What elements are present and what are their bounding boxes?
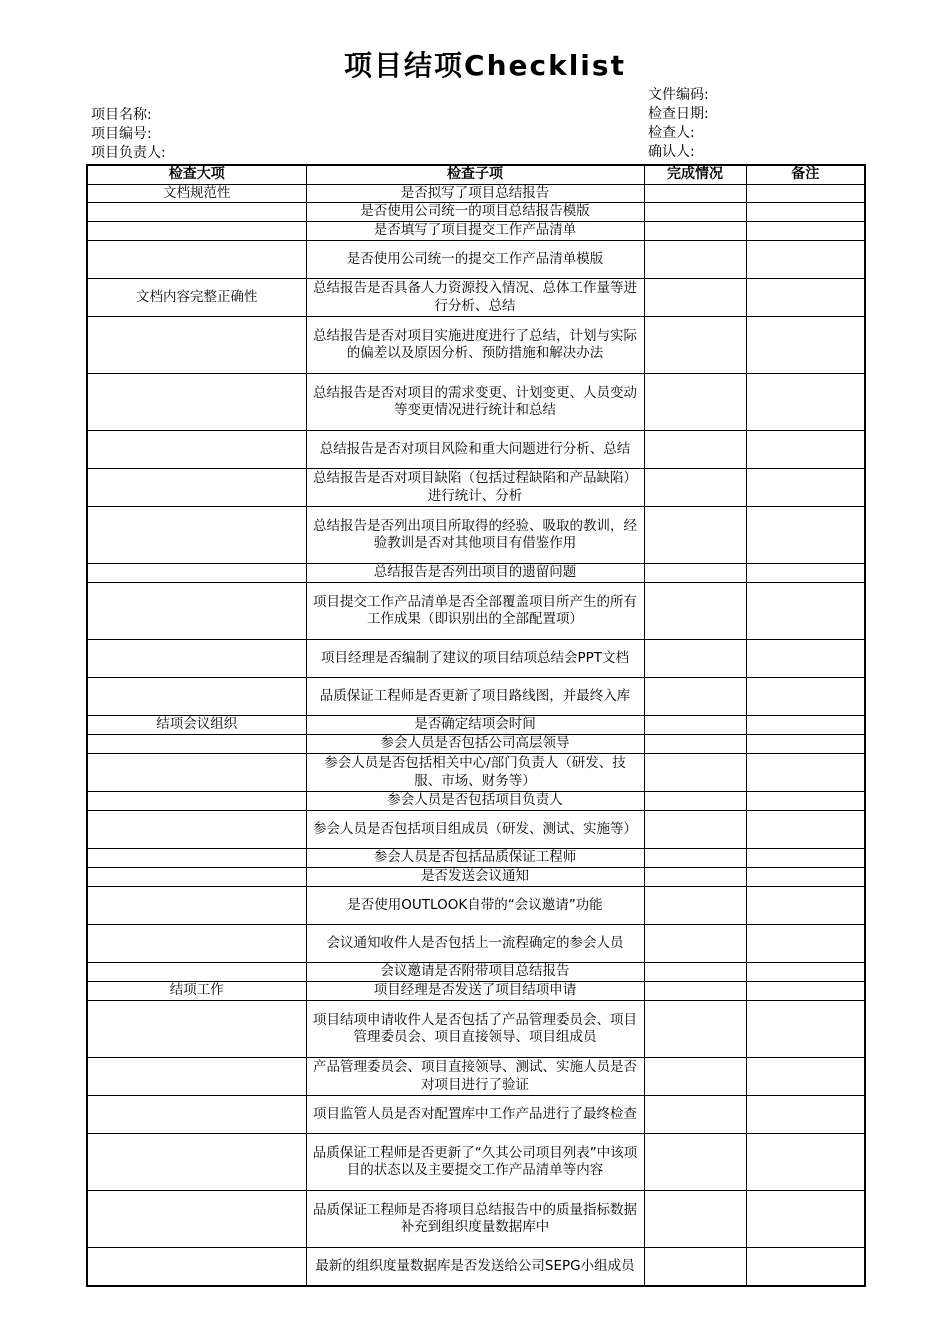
remarks-cell[interactable]: [746, 792, 865, 811]
remarks-cell[interactable]: [746, 203, 865, 222]
remarks-cell[interactable]: [746, 241, 865, 279]
check-item-cell: 是否填写了项目提交工作产品清单: [306, 222, 644, 241]
check-item-cell: 总结报告是否具备人力资源投入情况、总体工作量等进行分析、总结: [306, 279, 644, 317]
header-status: 完成情况: [644, 165, 746, 184]
status-cell[interactable]: [644, 279, 746, 317]
header-remarks: 备注: [746, 165, 865, 184]
status-cell[interactable]: [644, 811, 746, 849]
check-date-label: 检查日期:: [648, 106, 709, 122]
category-cell: [87, 1248, 306, 1286]
table-row: [87, 754, 865, 792]
check-item-cell: 最新的组织度量数据库是否发送给公司SEPG小组成员: [306, 1248, 644, 1286]
check-item-cell: 总结报告是否列出项目的遗留问题: [306, 564, 644, 583]
status-cell[interactable]: [644, 203, 746, 222]
category-cell: [87, 203, 306, 222]
status-cell[interactable]: [644, 887, 746, 925]
check-item-cell: 项目结项申请收件人是否包括了产品管理委员会、项目管理委员会、项目直接领导、项目组成员: [306, 1001, 644, 1058]
table-row: [87, 431, 865, 469]
check-item-cell: 参会人员是否包括项目负责人: [306, 792, 644, 811]
check-item-cell: 会议邀请是否附带项目总结报告: [306, 963, 644, 982]
remarks-cell[interactable]: [746, 849, 865, 868]
remarks-cell[interactable]: [746, 1001, 865, 1058]
category-cell: [87, 887, 306, 925]
remarks-cell[interactable]: [746, 564, 865, 583]
checklist-table: [86, 164, 866, 1287]
category-cell: [87, 1134, 306, 1191]
status-cell[interactable]: [644, 184, 746, 203]
table-row: [87, 222, 865, 241]
category-cell: [87, 222, 306, 241]
remarks-cell[interactable]: [746, 640, 865, 678]
table-row: [87, 678, 865, 716]
category-cell: [87, 868, 306, 887]
category-cell: [87, 1096, 306, 1134]
table-row: [87, 583, 865, 640]
table-row: [87, 925, 865, 963]
remarks-cell[interactable]: [746, 374, 865, 431]
table-row: [87, 279, 865, 317]
remarks-cell[interactable]: [746, 735, 865, 754]
remarks-cell[interactable]: [746, 1191, 865, 1248]
status-cell[interactable]: [644, 792, 746, 811]
project-owner-label: 项目负责人:: [91, 145, 166, 161]
check-item-cell: 项目监管人员是否对配置库中工作产品进行了最终检查: [306, 1096, 644, 1134]
remarks-cell[interactable]: [746, 184, 865, 203]
check-item-cell: 参会人员是否包括项目组成员（研发、测试、实施等）: [306, 811, 644, 849]
status-cell[interactable]: [644, 583, 746, 640]
table-row: [87, 735, 865, 754]
category-cell: [87, 925, 306, 963]
checker-label: 检查人:: [648, 125, 695, 141]
category-cell: [87, 678, 306, 716]
status-cell[interactable]: [644, 982, 746, 1001]
remarks-cell[interactable]: [746, 887, 865, 925]
remarks-cell[interactable]: [746, 317, 865, 374]
table-row: [87, 1248, 865, 1286]
remarks-cell[interactable]: [746, 431, 865, 469]
category-cell: [87, 583, 306, 640]
table-row: [87, 811, 865, 849]
header-item: 检查子项: [306, 165, 644, 184]
status-cell[interactable]: [644, 963, 746, 982]
category-cell: [87, 431, 306, 469]
check-item-cell: 总结报告是否对项目的需求变更、计划变更、人员变动等变更情况进行统计和总结: [306, 374, 644, 431]
status-cell[interactable]: [644, 241, 746, 279]
remarks-cell[interactable]: [746, 811, 865, 849]
table-row: [87, 184, 865, 203]
check-item-cell: 总结报告是否列出项目所取得的经验、吸取的教训，经验教训是否对其他项目有借鉴作用: [306, 507, 644, 564]
remarks-cell[interactable]: [746, 925, 865, 963]
meta-right-block: [648, 86, 709, 162]
status-cell[interactable]: [644, 735, 746, 754]
table-row: [87, 241, 865, 279]
table-row: [87, 469, 865, 507]
status-cell[interactable]: [644, 1134, 746, 1191]
status-cell[interactable]: [644, 849, 746, 868]
remarks-cell[interactable]: [746, 963, 865, 982]
table-row: [87, 317, 865, 374]
status-cell[interactable]: [644, 317, 746, 374]
table-row: [87, 849, 865, 868]
check-item-cell: 参会人员是否包括相关中心/部门负责人（研发、技服、市场、财务等）: [306, 754, 644, 792]
category-cell: [87, 564, 306, 583]
status-cell[interactable]: [644, 564, 746, 583]
table-row: [87, 374, 865, 431]
category-cell: 文档规范性: [87, 184, 306, 203]
check-item-cell: 是否使用OUTLOOK自带的“会议邀请”功能: [306, 887, 644, 925]
remarks-cell[interactable]: [746, 279, 865, 317]
remarks-cell[interactable]: [746, 583, 865, 640]
check-item-cell: 品质保证工程师是否更新了项目路线图，并最终入库: [306, 678, 644, 716]
meta-left-block: [91, 106, 166, 163]
check-item-cell: 是否拟写了项目总结报告: [306, 184, 644, 203]
remarks-cell[interactable]: [746, 716, 865, 735]
category-cell: [87, 1191, 306, 1248]
category-cell: [87, 849, 306, 868]
category-cell: 文档内容完整正确性: [87, 279, 306, 317]
check-item-cell: 项目经理是否编制了建议的项目结项总结会PPT文档: [306, 640, 644, 678]
category-cell: [87, 640, 306, 678]
category-cell: [87, 374, 306, 431]
table-row: [87, 1191, 865, 1248]
confirmer-label: 确认人:: [648, 144, 695, 160]
remarks-cell[interactable]: [746, 507, 865, 564]
check-item-cell: 会议通知收件人是否包括上一流程确定的参会人员: [306, 925, 644, 963]
status-cell[interactable]: [644, 1191, 746, 1248]
table-row: [87, 1001, 865, 1058]
table-row: [87, 963, 865, 982]
remarks-cell[interactable]: [746, 1248, 865, 1286]
status-cell[interactable]: [644, 431, 746, 469]
status-cell[interactable]: [644, 716, 746, 735]
category-cell: [87, 469, 306, 507]
remarks-cell[interactable]: [746, 1096, 865, 1134]
check-item-cell: 是否使用公司统一的提交工作产品清单模版: [306, 241, 644, 279]
category-cell: [87, 1058, 306, 1096]
category-cell: [87, 317, 306, 374]
remarks-cell[interactable]: [746, 754, 865, 792]
category-cell: [87, 241, 306, 279]
remarks-cell[interactable]: [746, 222, 865, 241]
remarks-cell[interactable]: [746, 868, 865, 887]
table-row: [87, 716, 865, 735]
status-cell[interactable]: [644, 640, 746, 678]
table-row: [87, 1058, 865, 1096]
status-cell[interactable]: [644, 1058, 746, 1096]
check-item-cell: 参会人员是否包括公司高层领导: [306, 735, 644, 754]
category-cell: [87, 811, 306, 849]
category-cell: [87, 792, 306, 811]
category-cell: [87, 754, 306, 792]
status-cell[interactable]: [644, 1001, 746, 1058]
doc-code-label: 文件编码:: [648, 87, 709, 103]
table-row: [87, 507, 865, 564]
remarks-cell[interactable]: [746, 469, 865, 507]
category-cell: [87, 1001, 306, 1058]
check-item-cell: 是否使用公司统一的项目总结报告模版: [306, 203, 644, 222]
status-cell[interactable]: [644, 925, 746, 963]
check-item-cell: 品质保证工程师是否更新了“久其公司项目列表”中该项目的状态以及主要提交工作产品清单等内容: [306, 1134, 644, 1191]
category-cell: [87, 507, 306, 564]
check-item-cell: 品质保证工程师是否将项目总结报告中的质量指标数据补充到组织度量数据库中: [306, 1191, 644, 1248]
status-cell[interactable]: [644, 469, 746, 507]
check-item-cell: 项目经理是否发送了项目结项申请: [306, 982, 644, 1001]
category-cell: 结项会议组织: [87, 716, 306, 735]
check-item-cell: 产品管理委员会、项目直接领导、测试、实施人员是否对项目进行了验证: [306, 1058, 644, 1096]
category-cell: 结项工作: [87, 982, 306, 1001]
check-item-cell: 项目提交工作产品清单是否全部覆盖项目所产生的所有工作成果（即识别出的全部配置项）: [306, 583, 644, 640]
status-cell[interactable]: [644, 507, 746, 564]
check-item-cell: 是否发送会议通知: [306, 868, 644, 887]
status-cell[interactable]: [644, 374, 746, 431]
table-row: [87, 887, 865, 925]
check-item-cell: 总结报告是否对项目实施进度进行了总结，计划与实际的偏差以及原因分析、预防措施和解决办法: [306, 317, 644, 374]
status-cell[interactable]: [644, 868, 746, 887]
remarks-cell[interactable]: [746, 678, 865, 716]
table-row: [87, 982, 865, 1001]
status-cell[interactable]: [644, 222, 746, 241]
table-row: [87, 1134, 865, 1191]
table-row: [87, 868, 865, 887]
status-cell[interactable]: [644, 754, 746, 792]
check-item-cell: 是否确定结项会时间: [306, 716, 644, 735]
header-category: 检查大项: [87, 165, 306, 184]
remarks-cell[interactable]: [746, 1058, 865, 1096]
remarks-cell[interactable]: [746, 982, 865, 1001]
check-item-cell: 总结报告是否对项目风险和重大问题进行分析、总结: [306, 431, 644, 469]
project-number-label: 项目编号:: [91, 126, 152, 142]
table-row: [87, 203, 865, 222]
table-header-row: [87, 165, 865, 184]
status-cell[interactable]: [644, 1248, 746, 1286]
page-title: 项目结项Checklist: [344, 49, 626, 82]
table-row: [87, 1096, 865, 1134]
check-item-cell: 总结报告是否对项目缺陷（包括过程缺陷和产品缺陷）进行统计、分析: [306, 469, 644, 507]
category-cell: [87, 735, 306, 754]
project-name-label: 项目名称:: [91, 107, 152, 123]
table-row: [87, 792, 865, 811]
status-cell[interactable]: [644, 1096, 746, 1134]
status-cell[interactable]: [644, 678, 746, 716]
remarks-cell[interactable]: [746, 1134, 865, 1191]
table-row: [87, 640, 865, 678]
category-cell: [87, 963, 306, 982]
check-item-cell: 参会人员是否包括品质保证工程师: [306, 849, 644, 868]
table-row: [87, 564, 865, 583]
